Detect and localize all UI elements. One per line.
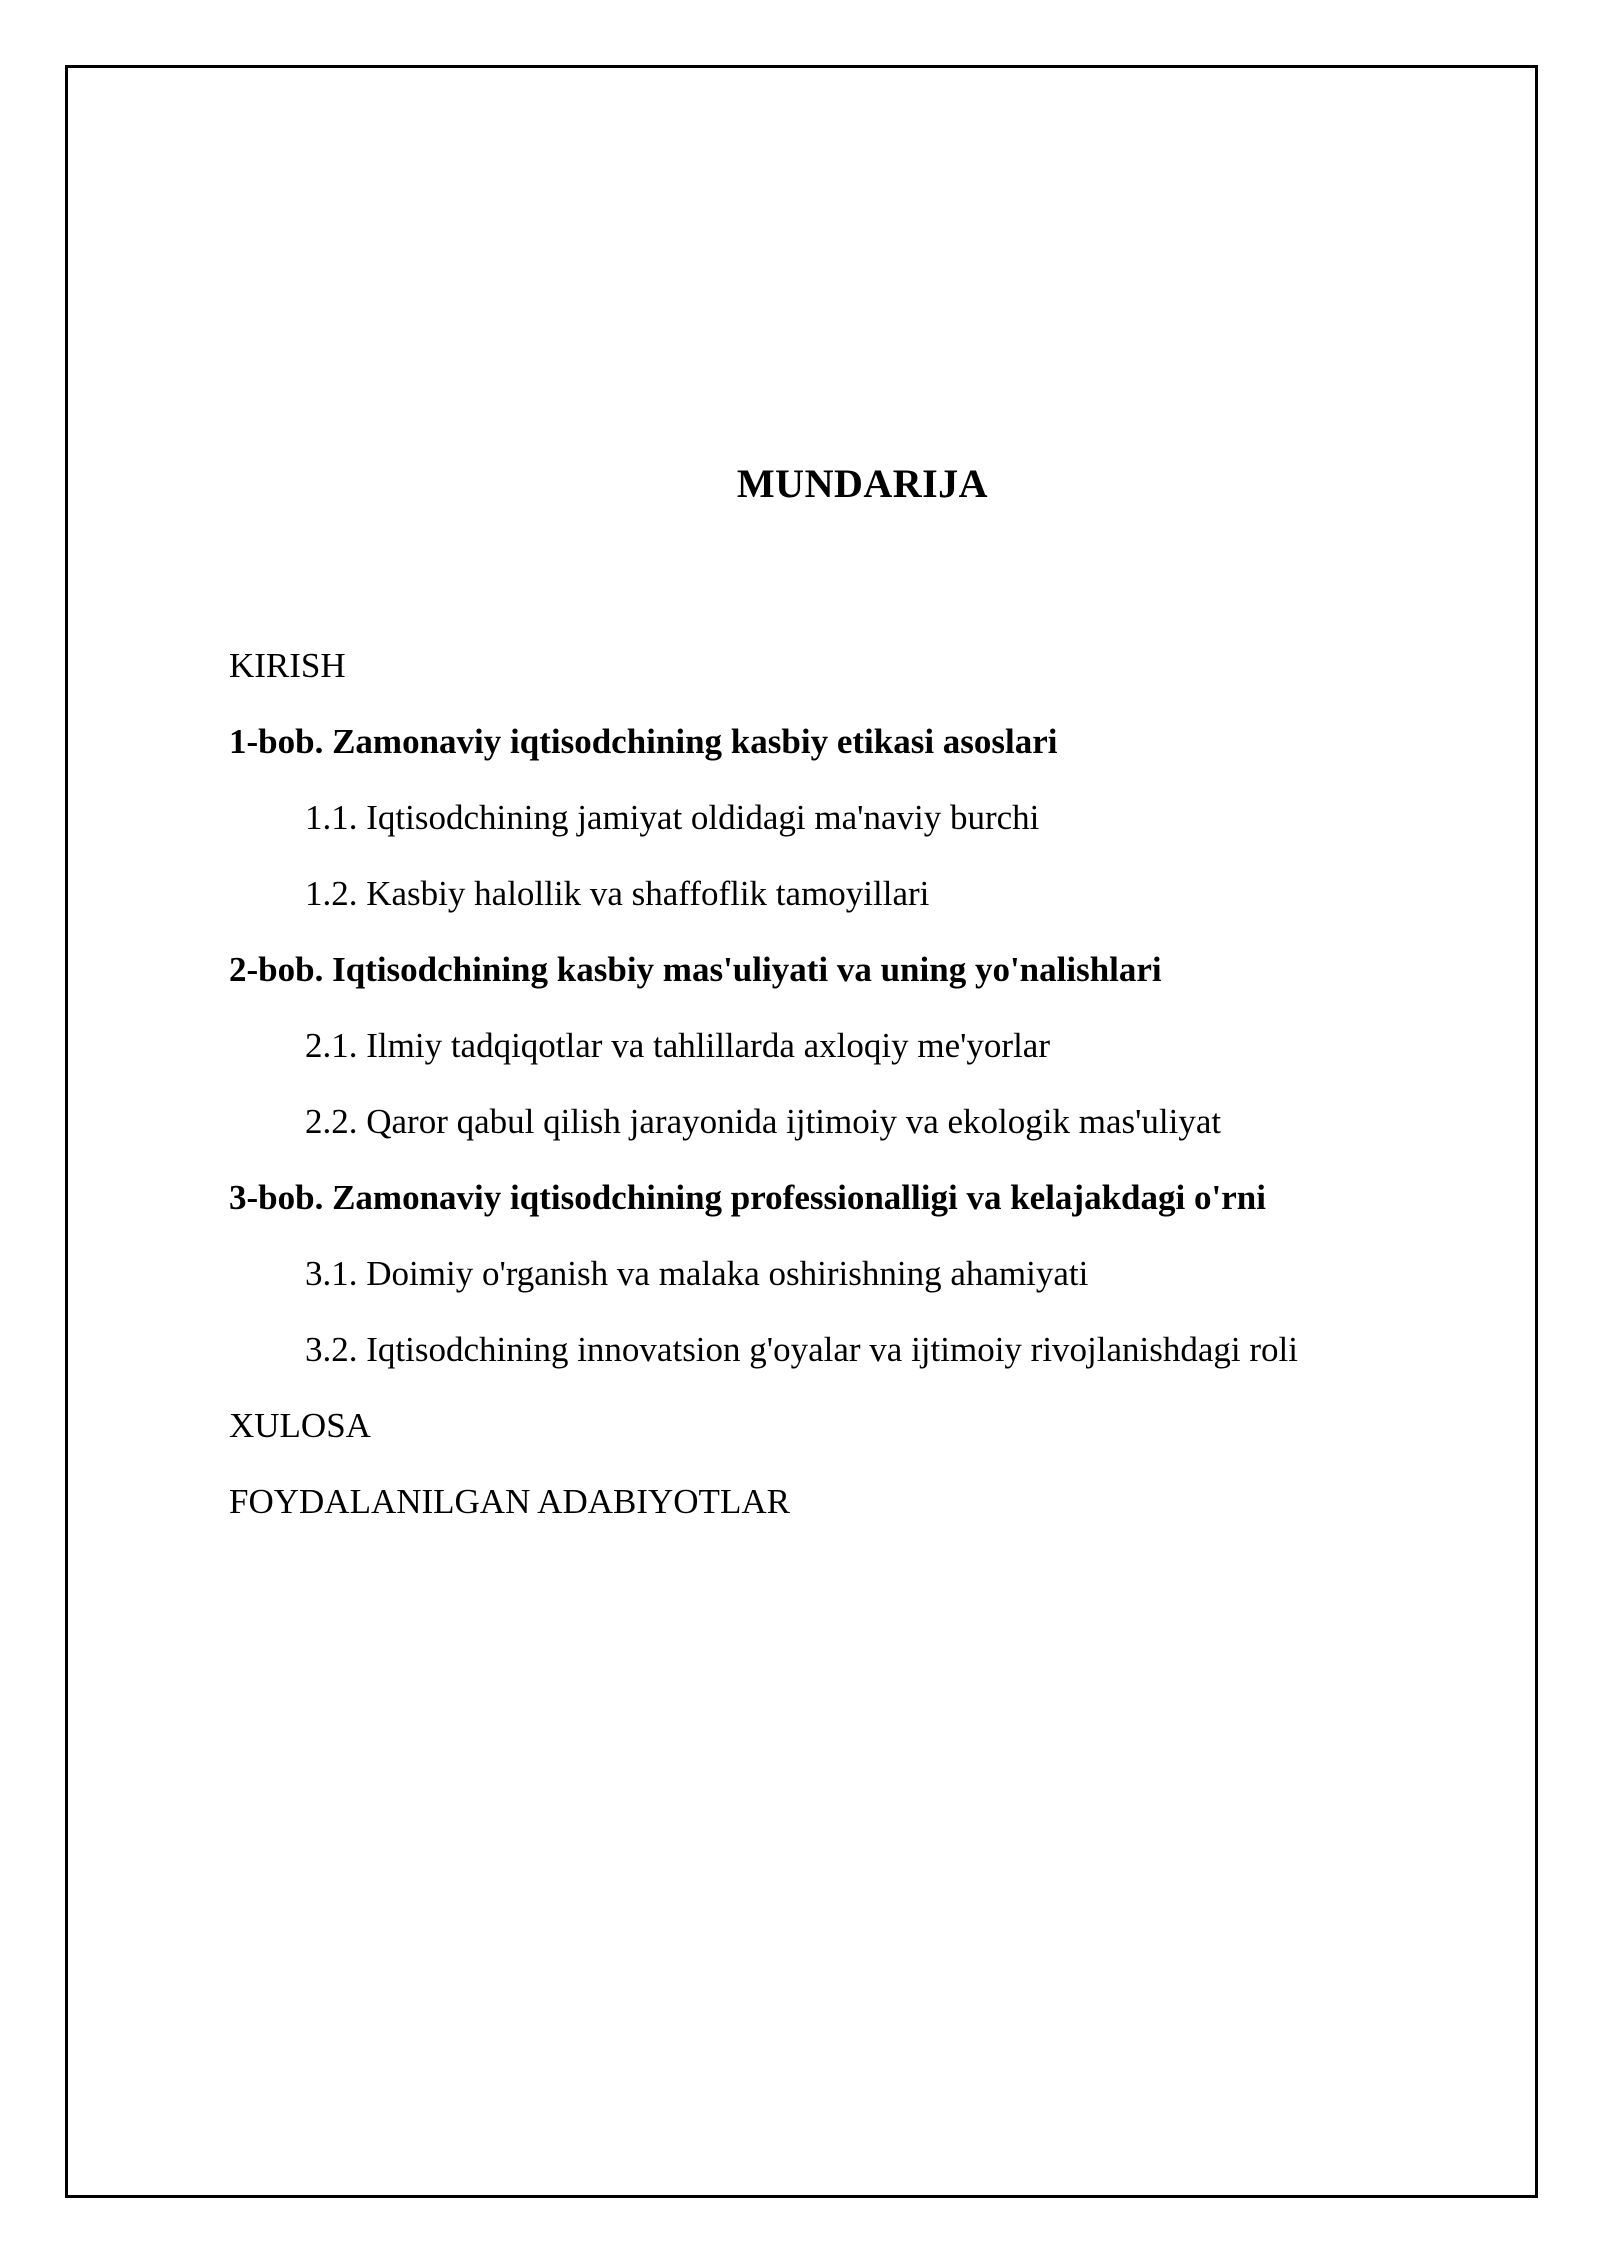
toc-chapter-2: 2-bob. Iqtisodchining kasbiy mas'uliyati va uning yo'nalishlari — [229, 950, 1162, 989]
toc-section-3-1: 3.1. Doimiy o'rganish va malaka oshirishning ahamiyati — [305, 1254, 1089, 1293]
toc-chapter-3: 3-bob. Zamonaviy iqtisodchining professionalligi va kelajakdagi o'rni — [229, 1178, 1266, 1217]
toc-section-2-2: 2.2. Qaror qabul qilish jarayonida ijtimoiy va ekologik mas'uliyat — [305, 1102, 1222, 1141]
toc-entry-references: FOYDALANILGAN ADABIYOTLAR — [229, 1482, 790, 1521]
toc-entry-conclusion: XULOSA — [229, 1406, 371, 1445]
toc-chapter-1: 1-bob. Zamonaviy iqtisodchining kasbiy etikasi asoslari — [229, 722, 1058, 761]
toc-section-1-1: 1.1. Iqtisodchining jamiyat oldidagi ma'naviy burchi — [305, 798, 1040, 837]
table-of-contents — [229, 642, 1479, 1554]
page-title: MUNDARIJA — [736, 461, 989, 506]
toc-section-3-2: 3.2. Iqtisodchining innovatsion g'oyalar va ijtimoiy rivojlanishdagi roli — [305, 1330, 1298, 1369]
toc-section-2-1: 2.1. Ilmiy tadqiqotlar va tahlillarda axloqiy me'yorlar — [305, 1026, 1050, 1065]
toc-section-1-2: 1.2. Kasbiy halollik va shaffoflik tamoyillari — [305, 874, 930, 913]
toc-entry-introduction: KIRISH — [229, 646, 346, 685]
